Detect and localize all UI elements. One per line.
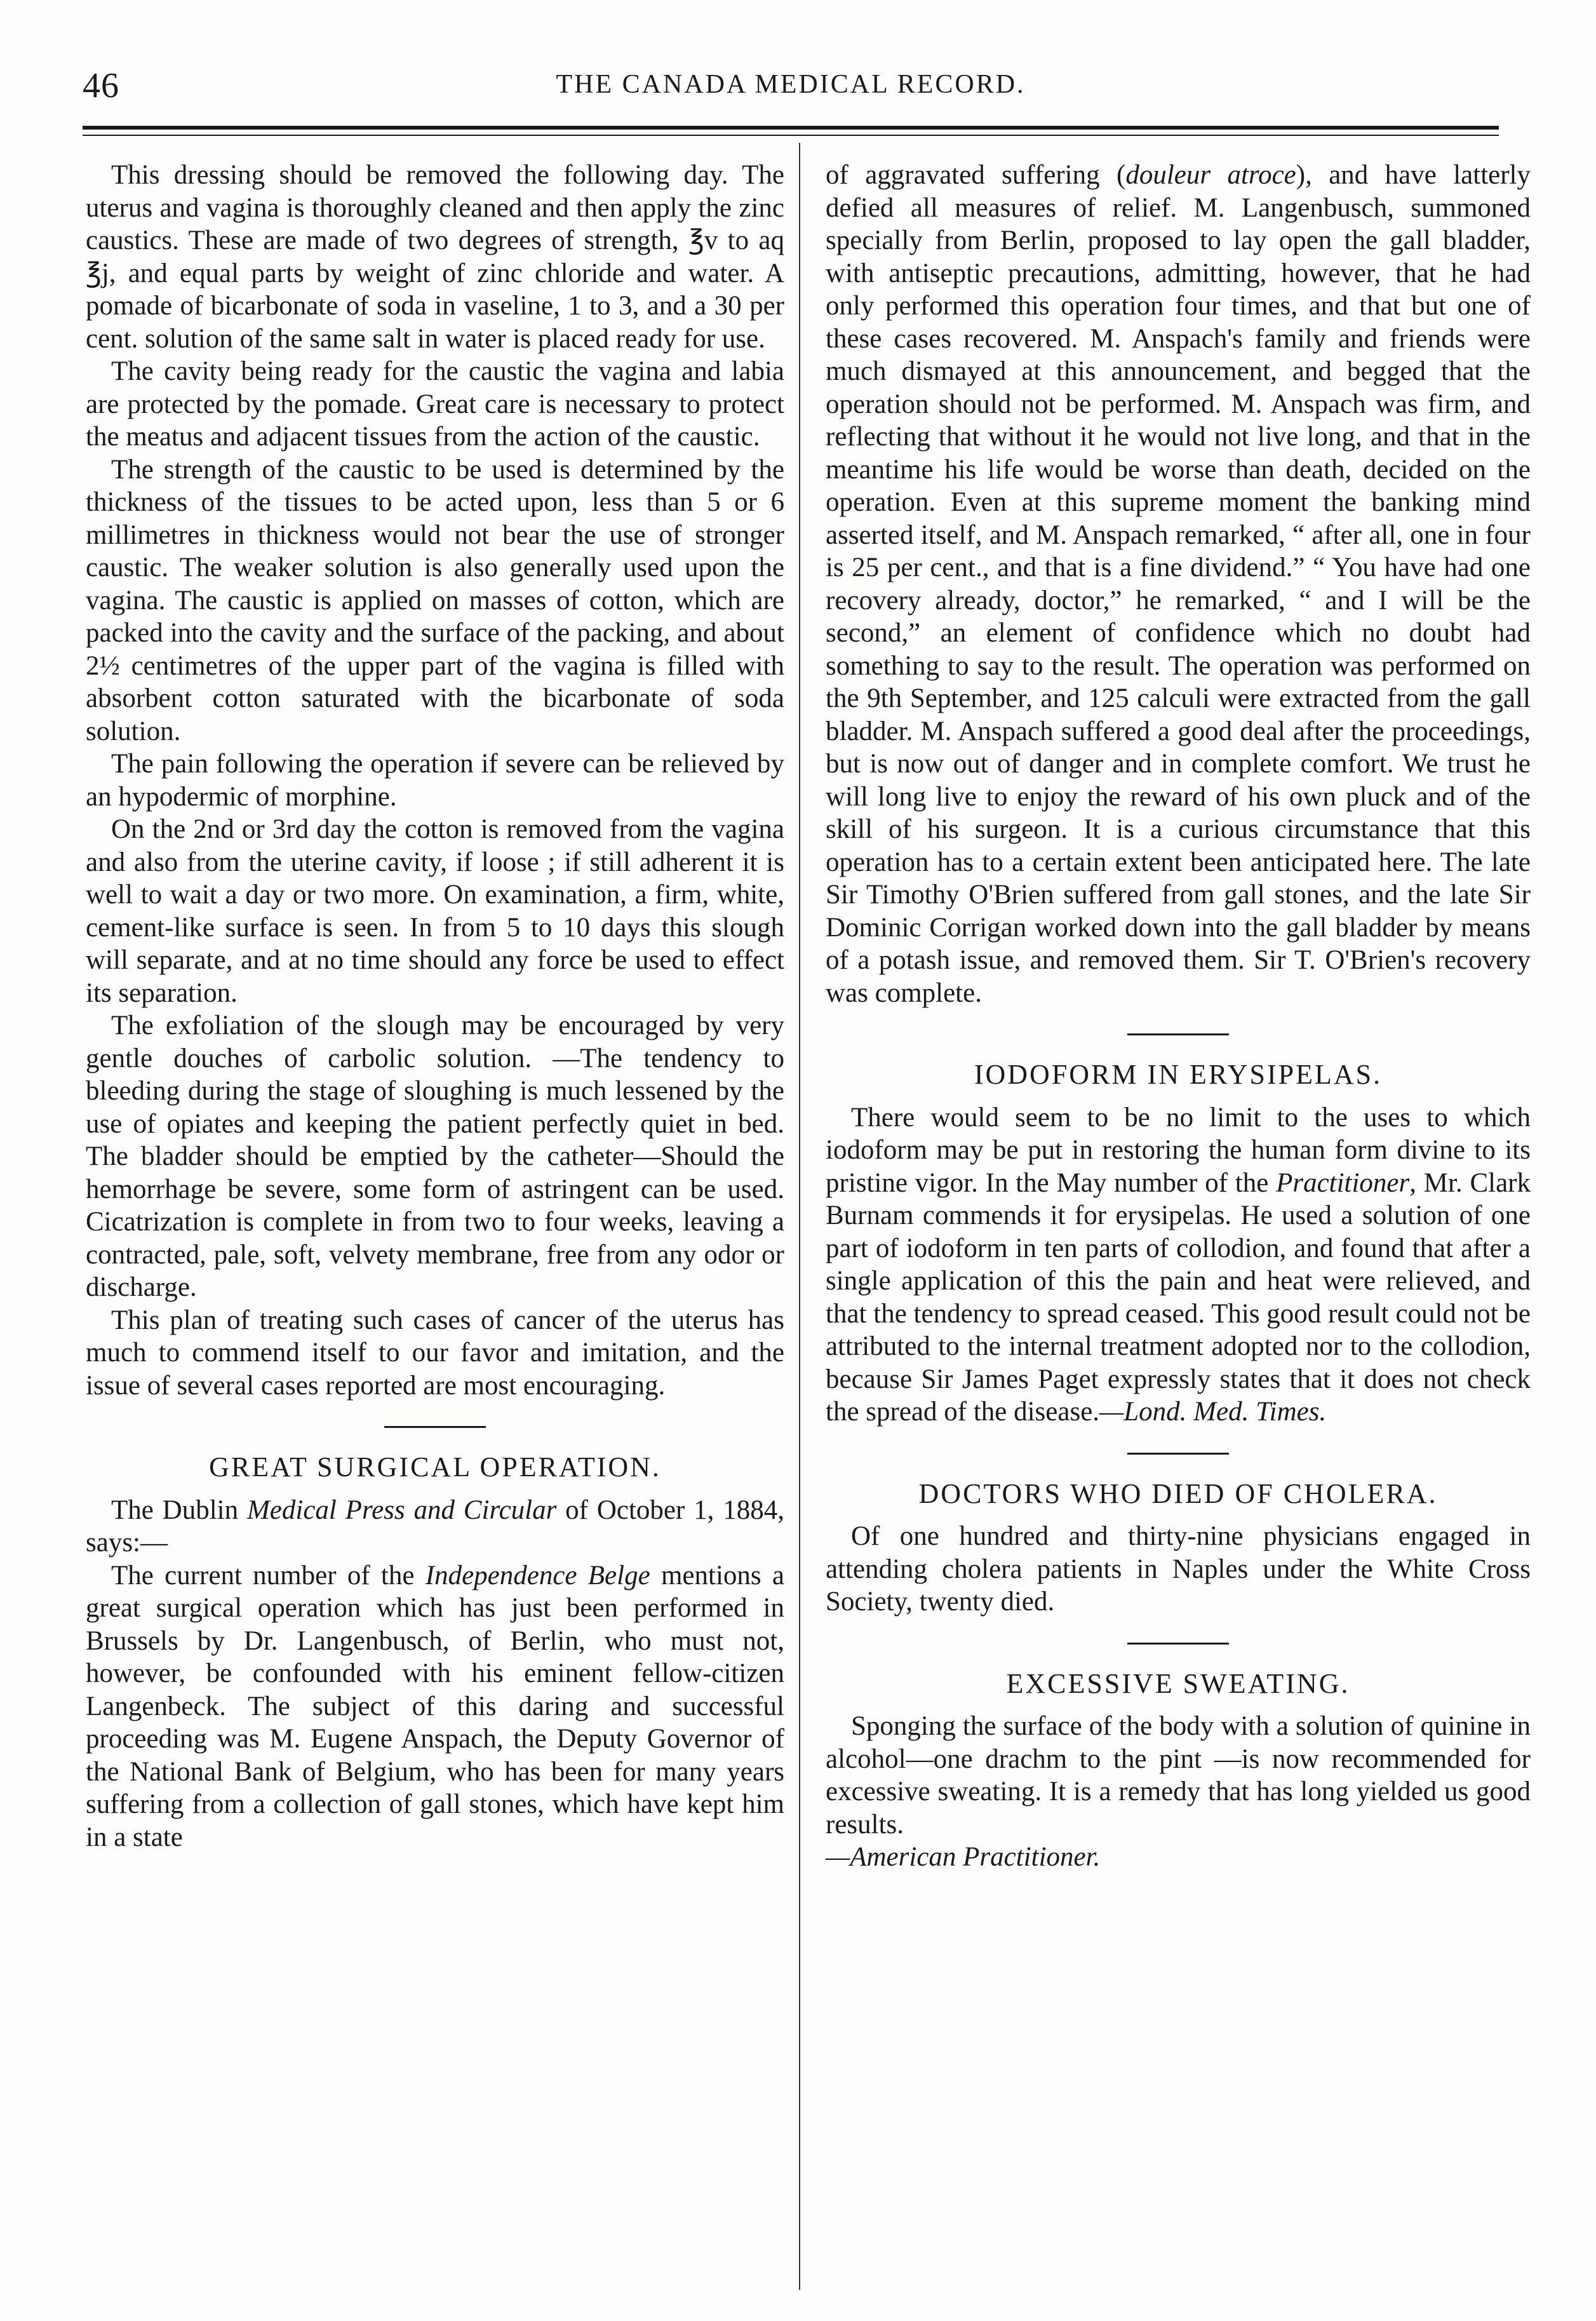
text: There would seem to be no limit to the uses to which iodoform may be put in restoring the human form divine to its pristine vigor. In the May number of the [826, 1102, 1531, 1198]
paragraph: This plan of treating such cases of cancer of the uterus has much to commend itself to our favor and imitation, and the issue of several cases reported are most encouraging. [86, 1305, 784, 1401]
text: The current number of the [111, 1560, 426, 1591]
paragraph: This dressing should be removed the following day. The uterus and vagina is thoroughly cleaned and then apply the zinc caustics. These are made of two degrees of strength, ℥v to aq ℥j, and equal parts by weight of zinc chloride and water. A pomade of bicarbonate of soda in vaseline, 1 to 3, and a 30 per cent. solution of the same salt in water is placed ready for use. [86, 160, 784, 354]
text: Sponging the surface of the body with a solution of quinine in alcohol—one drachm to the pint —is now recommended for excessive sweating. It is a remedy that has long yielded us good results. [826, 1711, 1531, 1840]
section-heading-sweating: EXCESSIVE SWEATING. [1006, 1667, 1350, 1699]
paragraph: The pain following the operation if severe can be relieved by an hypodermic of morphine. [86, 749, 784, 812]
paragraph [826, 1710, 1531, 1874]
journal-title: Medical Press and Circular [246, 1495, 557, 1525]
header-rule-thick [83, 126, 1499, 130]
section-separator [1127, 1033, 1229, 1035]
paragraph: The exfoliation of the slough may be encouraged by very gentle douches of carbolic solution. —The tendency to bleeding during the stage of sloughing is much lessened by the use of opiates and keeping the patient perfectly quiet in bed. The bladder should be emptied by the catheter—Should the hemorrhage be severe, some form of astringent can be used. Cicatrization is complete in from two to four weeks, leaving a contracted, pale, soft, velvety membrane, free from any odor or discharge. [86, 1011, 784, 1302]
paragraph: On the 2nd or 3rd day the cotton is removed from the vagina and also from the uterine cavity, if loose ; if still adherent it is well to wait a day or two more. On examination, a firm, white, cement-like surface is seen. In from 5 to 10 days this slough will separate, and at no time should any force be used to effect its separation. [86, 814, 784, 1008]
paragraph-continued [826, 159, 1531, 1009]
section-separator [1127, 1643, 1229, 1645]
right-column [826, 159, 1531, 1874]
header-rule-thin [83, 135, 1499, 136]
section-heading-surgical: GREAT SURGICAL OPERATION. [209, 1451, 661, 1483]
running-head: THE CANADA MEDICAL RECORD. [556, 70, 1026, 99]
section-heading-iodoform: IODOFORM IN ERYSIPELAS. [974, 1059, 1383, 1090]
journal-title: Independence Belge [425, 1560, 650, 1591]
text: The Dublin [111, 1495, 247, 1525]
source-citation: —Lond. Med. Times. [1099, 1397, 1327, 1427]
text: , Mr. Clark Burnam commends it for erysipelas. He used a solution of one part of iodoform in ten parts of collodion, and found that after a single application of this the pain and heat were relieved, and that the tendency to spread ceased. This good result could not be attributed to the internal treatment adopted nor to the collodion, because Sir James Paget expressly states that it does not check the spread of the disease. [826, 1167, 1531, 1427]
text: mentions a great surgical operation which has just been performed in Brussels by Dr. Langenbusch, of Berlin, who must not, however, be confounded with his eminent fellow-citizen Langenbeck. The subject of this daring and successful proceeding was M. Eugene Anspach, the Deputy Governor of the National Bank of Belgium, who has been for many years suffering from a collection of gall stones, which have kept him in a state [86, 1560, 784, 1852]
paragraph: The cavity being ready for the caustic the vagina and labia are protected by the pomade. Great care is necessary to protect the meatus and adjacent tissues from the action of the caustic. [86, 356, 784, 452]
source-citation: —American Practitioner. [826, 1842, 1101, 1872]
text: of aggravated suffering ( [826, 160, 1126, 190]
section-heading-cholera: DOCTORS WHO DIED OF CHOLERA. [918, 1477, 1438, 1509]
italic-phrase: douleur atroce [1125, 160, 1296, 190]
column-divider [799, 143, 800, 2290]
journal-title: Practitioner [1276, 1167, 1410, 1198]
page-header [83, 60, 1499, 111]
paragraph: Of one hundred and thirty-nine physicians engaged in attending cholera patients in Naples under the White Cross Society, twenty died. [826, 1521, 1531, 1617]
text: of October 1, 1884, says:— [86, 1495, 784, 1557]
text: ), and have latterly defied all measures of relief. M. Langenbusch, summoned specially from Berlin, proposed to lay open the gall bladder, with antiseptic precautions, admitting, however, that he had only performed this operation four times, and that but one of these cases recovered. M. Anspach's family and friends were much dismayed at this announcement, and begged that the operation should not be performed. M. Anspach was firm, and reflecting that without it he would not live long, and that in the meantime his life would be worse than death, decided on the operation. Even at this supreme moment the banking mind asserted itself, and M. Anspach remarked, “ after all, one in four is 25 per cent., and that is a fine dividend.” “ You have had one recovery already, doctor,” he remarked, “ and I will be the second,” an element of confidence which no doubt had something to say to the result. The operation was performed on the 9th September, and 125 calculi were extracted from the gall bladder. M. Anspach suffered a good deal after the proceedings, but is now out of danger and in complete comfort. We trust he will long live to enjoy the reward of his own pluck and of the skill of his surgeon. It is a curious circumstance that this operation has to a certain extent been anticipated here. The late Sir Timothy O'Brien suffered from gall stones, and the late Sir Dominic Corrigan worked down into the gall bladder by means of a potash issue, and removed them. Sir T. O'Brien's recovery was complete. [826, 160, 1531, 1008]
left-column [86, 159, 784, 1853]
paragraph-intro [86, 1494, 784, 1559]
section-separator [1127, 1453, 1229, 1455]
page-number: 46 [83, 66, 119, 105]
section-separator [384, 1426, 486, 1428]
paragraph [86, 1559, 784, 1854]
paragraph [826, 1101, 1531, 1429]
paragraph: The strength of the caustic to be used is determined by the thickness of the tissues to be acted upon, less than 5 or 6 millimetres in thickness would not bear the use of stronger caustic. The weaker solution is also generally used upon the vagina. The caustic is applied on masses of cotton, which are packed into the cavity and the surface of the packing, and about 2½ centimetres of the upper part of the vagina is filled with absorbent cotton saturated with the bicarbonate of soda solution. [86, 454, 784, 746]
